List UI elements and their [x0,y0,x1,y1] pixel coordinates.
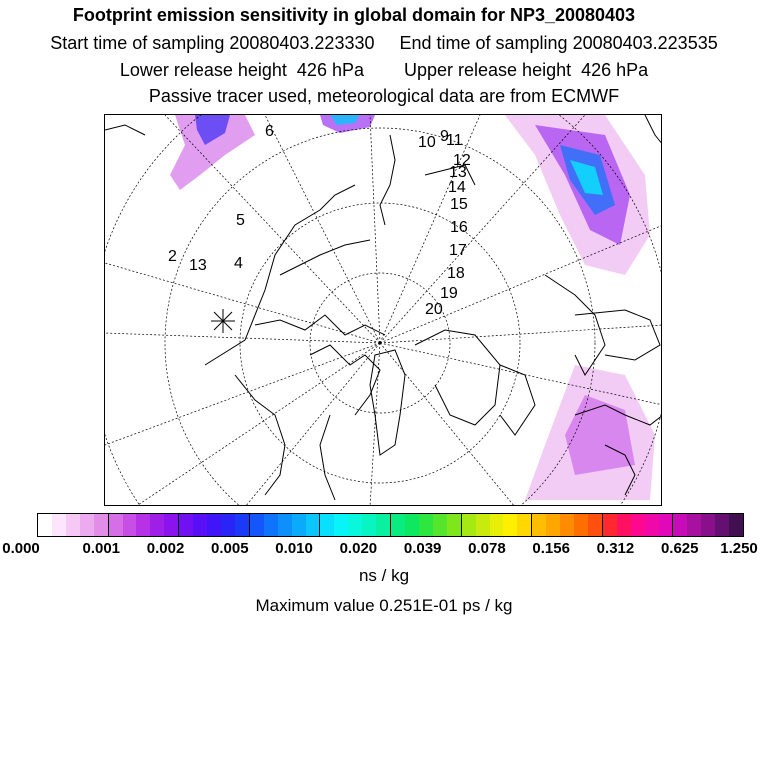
trajectory-label: 18 [447,265,465,282]
colorbar-tick-label: 0.078 [468,540,506,557]
sampling-time-line: Start time of sampling 20080403.223330 End time of sampling 20080403.223535 [50,33,718,53]
trajectory-label: 11 [446,132,463,149]
colorbar-segment [164,514,179,536]
colorbar-segment [376,514,391,536]
colorbar-segment [419,514,433,536]
colorbar-segment [476,514,490,536]
trajectory-label: 13 [449,164,467,181]
colorbar-segment [52,514,66,536]
colorbar-segment [503,514,517,536]
colorbar-segment [405,514,419,536]
trajectory-label: 19 [440,285,458,302]
colorbar-segment [729,514,743,536]
colorbar-segment [264,514,278,536]
colorbar-tick-label: 0.039 [403,540,442,557]
polar-map [104,114,662,506]
colorbar-segment [659,514,674,536]
trajectory-label: 4 [234,255,243,272]
colorbar-segment [334,514,348,536]
colorbar-segment [123,514,137,536]
asterisk-marker [211,309,235,333]
colorbar-segment [517,514,532,536]
trajectory-label: 9 [440,128,449,145]
trajectory-label: 14 [448,179,466,196]
colorbar-segment [701,514,715,536]
maximum-value-text: Maximum value 0.251E-01 ps / kg [255,596,513,615]
colorbar-segment [193,514,207,536]
trajectory-label: 12 [453,152,471,169]
colorbar-segment [546,514,560,536]
colorbar-segment [362,514,376,536]
colorbar-segment [673,514,687,536]
colorbar-tick-label: 0.020 [339,540,378,557]
trajectory-label: 16 [450,219,468,236]
colorbar-segment [490,514,504,536]
trajectory-label: 17 [449,242,467,259]
colorbar-segment [617,514,631,536]
colorbar-tick-label: 0.002 [146,540,185,557]
map-graphics [105,115,662,506]
trajectory-label: 5 [236,212,245,229]
colorbar-tick-label: 0.010 [275,540,313,557]
colorbar-segment [235,514,250,536]
colorbar-segment [292,514,306,536]
colorbar-segment [687,514,701,536]
plot-title: Footprint emission sensitivity in global domain for NP3_20080403 [72,5,636,25]
trajectory-label: 15 [450,196,468,213]
colorbar-segment [109,514,123,536]
colorbar-segment [532,514,546,536]
colorbar-segment [179,514,193,536]
colorbar-segment [447,514,462,536]
trajectory-label: 10 [418,134,436,151]
colorbar-segment [560,514,574,536]
colorbar-tick-label: 0.005 [211,540,249,557]
colorbar-segment [221,514,235,536]
colorbar [37,513,744,537]
colorbar-segment [715,514,729,536]
trajectory-label: 2 [168,248,177,265]
colorbar-segment [320,514,334,536]
colorbar-tick-label: 0.625 [660,540,699,557]
release-height-line: Lower release height 426 hPa Upper release height 426 hPa [119,60,649,80]
colorbar-units: ns / kg [358,566,410,585]
colorbar-segment [80,514,94,536]
colorbar-segment [462,514,476,536]
tracer-info-line: Passive tracer used, meteorological data are from ECMWF [148,86,620,106]
colorbar-segment [588,514,603,536]
colorbar-segment [250,514,264,536]
colorbar-tick-label: 0.156 [532,540,570,557]
colorbar-segment [136,514,150,536]
colorbar-segment [278,514,292,536]
colorbar-segment [631,514,645,536]
colorbar-segment [433,514,447,536]
trajectory-label: 6 [265,123,274,140]
sensitivity-field [170,115,655,500]
colorbar-tick-label: 1.250 [720,540,758,557]
trajectory-label: 13 [189,257,207,274]
colorbar-segment [66,514,80,536]
colorbar-segment [574,514,588,536]
colorbar-segment [306,514,321,536]
colorbar-segment [207,514,221,536]
trajectory-label: 20 [425,301,443,318]
colorbar-segment [645,514,659,536]
colorbar-segment [94,514,109,536]
colorbar-tick-label: 0.001 [82,540,121,557]
colorbar-segment [348,514,362,536]
colorbar-segment [150,514,164,536]
colorbar-segment [38,514,52,536]
colorbar-tick-label: 0.000 [2,540,40,557]
colorbar-segment [391,514,405,536]
colorbar-tick-label: 0.312 [596,540,635,557]
colorbar-segment [603,514,617,536]
